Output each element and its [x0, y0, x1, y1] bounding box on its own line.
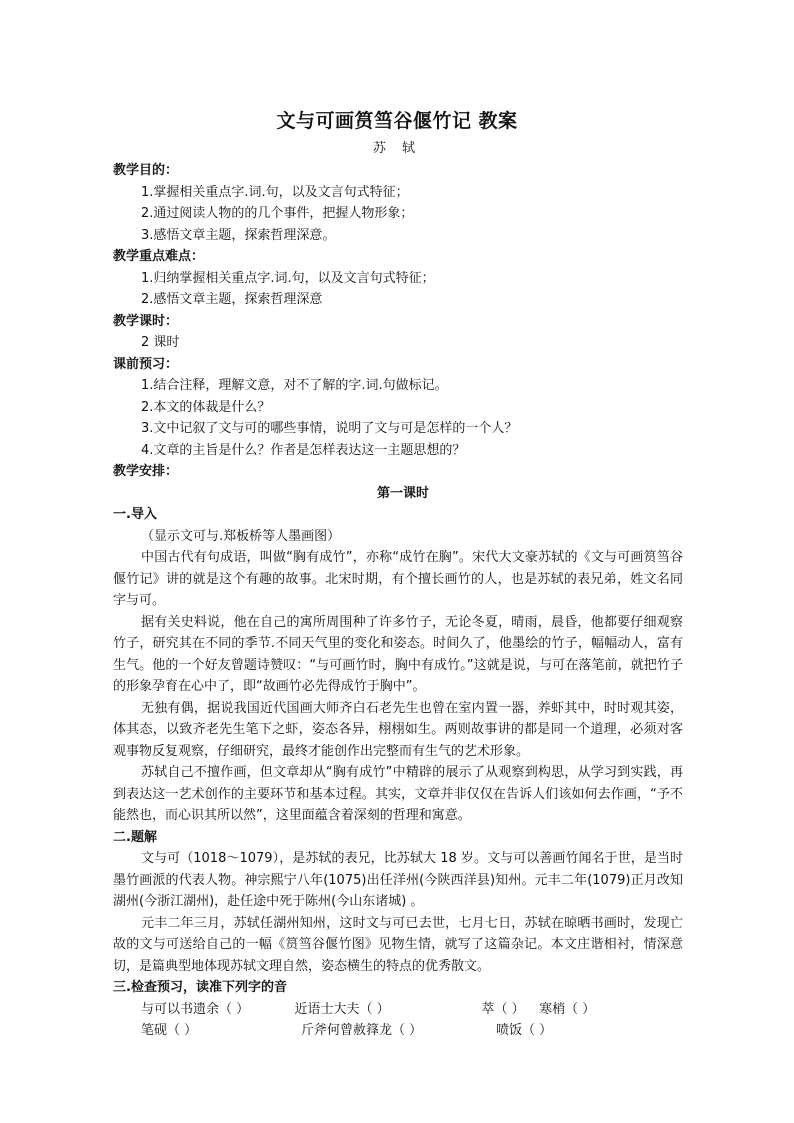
hours-heading: 教学课时：: [113, 313, 179, 329]
key-point-item: 1.归纳掌握相关重点字.词.句，以及文言句式特征；: [141, 270, 435, 286]
title-explanation-paragraph: 元丰二年三月，苏轼任湖州知州，这时文与可已去世，七月七日，苏轼在晾晒书画时，发现亡故的文与可送给自己的一幅《筼筜谷偃竹图》见物生情，就写了这篇杂记。本文庄谐相衬，情深意切，是篇典型地体现苏轼文理自然，姿态横生的特点的优秀散文。: [113, 915, 683, 974]
preview-item: 3.文中记叙了文与可的哪些事情，说明了文与可是怎样的一个人？: [141, 421, 518, 436]
arrangement-heading: 教学安排：: [113, 464, 179, 479]
pronunciation-item: 与可以书遗余（ ）: [141, 1001, 250, 1017]
objectives-heading: 教学目的：: [113, 163, 179, 178]
objective-item: 3.感悟文章主题，探索哲理深意。: [141, 227, 336, 243]
pronunciation-item: 寒梢（ ）: [539, 1001, 596, 1017]
section-heading-pronunciation: 三.检查预习，读准下列字的音: [113, 980, 287, 995]
key-point-item: 2.感悟文章主题，探索哲理深意: [141, 292, 323, 307]
document-title: 文与可画筼筜谷偃竹记 教案: [276, 110, 518, 132]
author-name: 苏 轼: [372, 141, 422, 156]
preview-heading: 课前预习：: [113, 356, 179, 372]
preview-item: 2.本文的体裁是什么？: [141, 399, 271, 415]
hours-value: 2 课时: [141, 335, 180, 350]
intro-note: （显示文可与.郑板桥等人墨画图）: [141, 528, 341, 544]
intro-paragraph: 苏轼自己不擅作画，但文章却从“胸有成竹”中精辟的展示了从观察到构思，从学习到实践，再到表达这一艺术创作的主要环节和基本过程。其实，文章并非仅仅在告诉人们该如何去作画，“予不能然也，而心识其所以然”，这里面蕴含着深刻的哲理和寓意。: [113, 765, 683, 823]
intro-paragraph: 无独有偶，据说我国近代国画大师齐白石老先生也曾在室内置一器，养虾其中，时时观其姿，体其态，以致齐老先生笔下之虾，姿态各异，栩栩如生。两则故事讲的都是同一个道理，必须对客观事物反复观察，仔细研究，最终才能创作出完整而有生气的艺术形象。: [113, 700, 683, 759]
section-heading-title-explanation: 二.题解: [113, 829, 157, 845]
pronunciation-item: 喷饭（ ）: [496, 1023, 553, 1038]
pronunciation-item: 萃（ ）: [481, 1001, 525, 1017]
pronunciation-row: [113, 999, 683, 1021]
title-explanation-paragraph: 文与可（1018～1079），是苏轼的表兄，比苏轼大 18 岁。文与可以善画竹闻名于世，是当时墨竹画派的代表人物。神宗熙宁八年(1075)出任洋州(今陕西洋县)知州。元丰二年(1079)正月改知湖州(今浙江湖州)，赴任途中死于陈州(今山东诸城) 。: [113, 851, 683, 909]
preview-item: 4.文章的主旨是什么？作者是怎样表达这一主题思想的？: [141, 442, 466, 458]
pronunciation-item: 笔砚（ ）: [141, 1023, 198, 1038]
section-heading-intro: 一.导入: [113, 507, 157, 522]
intro-paragraph: 中国古代有句成语，叫做“胸有成竹”，亦称“成竹在胸”。宋代大文豪苏轼的《文与可画筼筜谷偃竹记》讲的就是这个有趣的故事。北宋时期，有个擅长画竹的人，也是苏轼的表兄弟，姓文名同字与可。: [113, 550, 683, 608]
preview-item: 1.结合注释，理解文意，对不了解的字.词.句做标记。: [141, 378, 448, 393]
pronunciation-row: [113, 1020, 683, 1042]
objective-item: 2.通过阅读人物的的几个事件，把握人物形象；: [141, 206, 414, 221]
key-points-heading: 教学重点难点：: [113, 249, 205, 264]
objective-item: 1.掌握相关重点字.词.句，以及文言句式特征；: [141, 184, 409, 200]
intro-paragraph: 据有关史料说，他在自己的寓所周围种了许多竹子，无论冬夏，晴雨，晨昏，他都要仔细观察竹子，研究其在不同的季节.不同天气里的变化和姿态。时间久了，他墨绘的竹子，幅幅动人，富有生气。他的一个好友曾题诗赞叹：“与可画竹时，胸中有成竹。”这就是说，与可在落笔前，就把竹子的形象孕育在心中了，即“故画竹必先得成竹于胸中”。: [113, 614, 683, 694]
document-body: [113, 160, 683, 1042]
pronunciation-item: 斤斧何曾赦箨龙（ ）: [301, 1023, 423, 1038]
pronunciation-item: 近语士大夫（ ）: [294, 1001, 390, 1017]
lesson-heading: 第一课时: [376, 485, 429, 501]
